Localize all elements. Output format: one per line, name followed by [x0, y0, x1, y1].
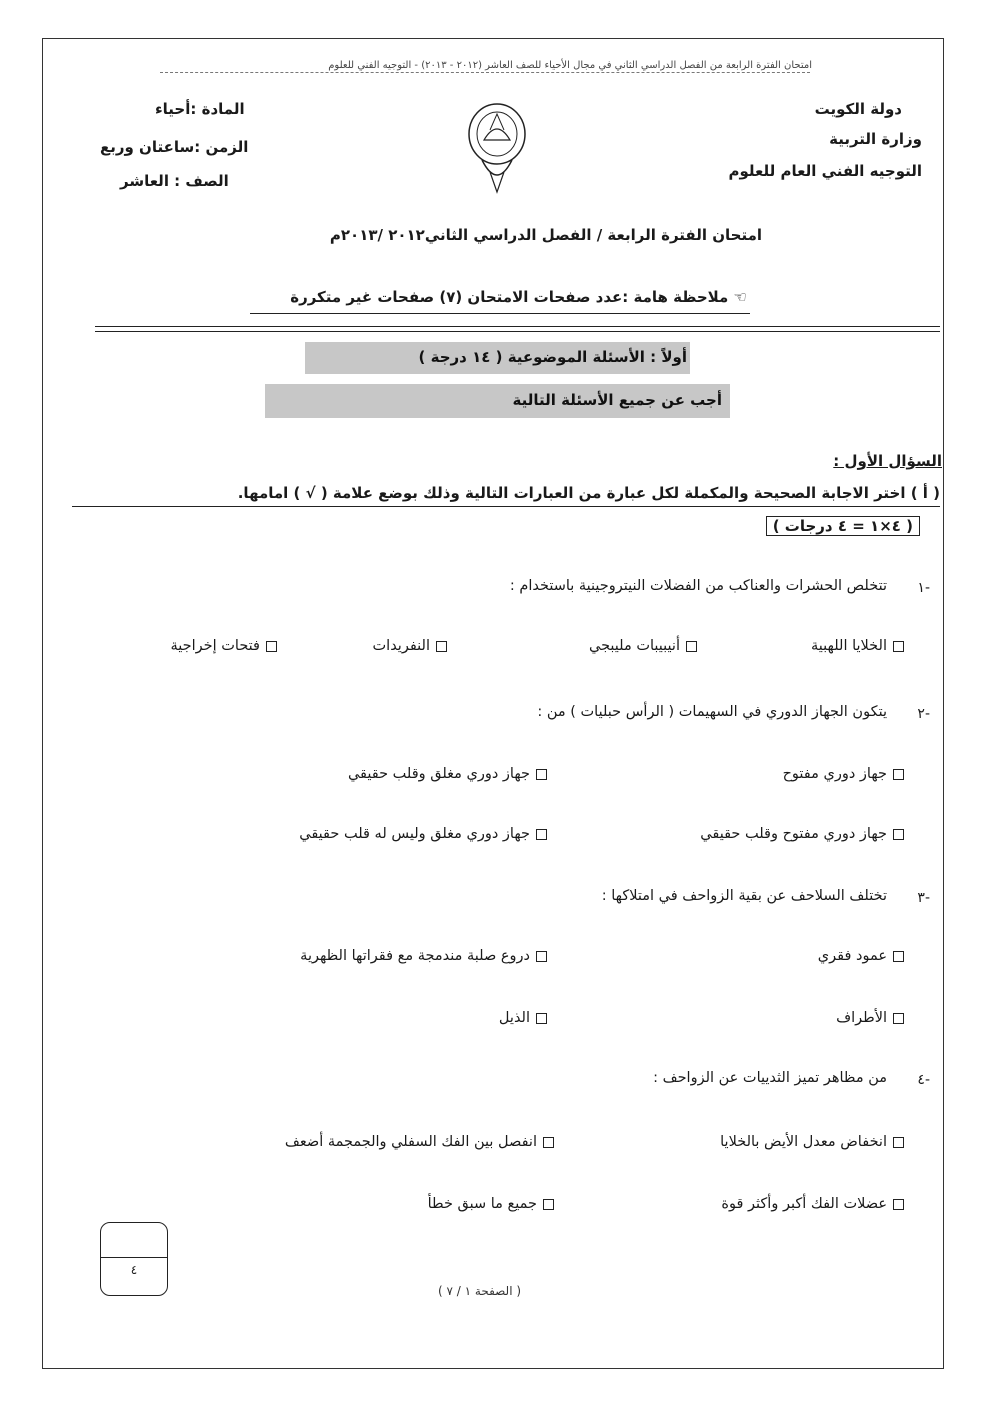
item-4-text: من مظاهر تميز الثدييات عن الزواحف :: [653, 1070, 887, 1086]
answer-all-heading: أجب عن جميع الأسئلة التالية: [512, 391, 722, 409]
section-divider-secondary: [95, 331, 940, 332]
header-divider: [160, 72, 810, 73]
item-4-option-4[interactable]: جميع ما سبق خطأ: [428, 1196, 554, 1212]
checkbox-icon[interactable]: [893, 1013, 904, 1024]
checkbox-icon[interactable]: [686, 641, 697, 652]
checkbox-icon[interactable]: [893, 1199, 904, 1210]
item-2-option-2[interactable]: جهاز دوري مغلق وقلب حقيقي: [348, 766, 547, 782]
item-4-option-2[interactable]: انفصل بين الفك السفلي والجمجمة أضعف: [285, 1134, 554, 1150]
checkbox-icon[interactable]: [536, 1013, 547, 1024]
item-1-number: -١: [917, 580, 930, 596]
instruction-underline: [72, 506, 940, 507]
item-4-option-1[interactable]: انخفاض معدل الأيض بالخلايا: [720, 1134, 904, 1150]
kuwait-emblem-icon: [462, 100, 532, 198]
checkbox-icon[interactable]: [893, 829, 904, 840]
section-divider: [95, 326, 940, 327]
checkbox-icon[interactable]: [436, 641, 447, 652]
score-value: ٤: [130, 1263, 138, 1277]
score-divider: [101, 1257, 167, 1258]
item-1-option-1[interactable]: الخلايا اللهبية: [811, 638, 904, 654]
exam-title: امتحان الفترة الرابعة / الفصل الدراسي الثاني٢٠١٢ /٢٠١٣م: [329, 226, 762, 244]
duration-label: الزمن :ساعتان وربع: [100, 138, 249, 156]
item-2-text: يتكون الجهاز الدوري في السهيمات ( الرأس حبليات ) من :: [537, 704, 887, 720]
grade-label: الصف : العاشر: [120, 172, 229, 190]
exam-header-strip: امتحان الفترة الرابعة من الفصل الدراسي الثاني في مجال الأحياء للصف العاشر (٢٠١٢ - ٢٠١٣) - التوجيه الفني للعلوم: [328, 60, 812, 71]
item-1-option-3[interactable]: النفريدات: [373, 638, 447, 654]
checkbox-icon[interactable]: [543, 1137, 554, 1148]
checkbox-icon[interactable]: [893, 951, 904, 962]
objective-heading: أولاً : الأسئلة الموضوعية ( ١٤ درجة ): [418, 348, 687, 366]
checkbox-icon[interactable]: [536, 829, 547, 840]
ministry-name: وزارة التربية: [829, 130, 922, 148]
country-name: دولة الكويت: [814, 100, 902, 118]
checkbox-icon[interactable]: [536, 769, 547, 780]
checkbox-icon[interactable]: [536, 951, 547, 962]
item-2-number: -٢: [917, 706, 930, 722]
item-3-text: تختلف السلاحف عن بقية الزواحف في امتلاكها :: [601, 888, 887, 904]
score-box: [100, 1222, 168, 1296]
page-number: ( الصفحة ١ / ٧ ): [438, 1284, 522, 1298]
note-underline: [250, 313, 750, 314]
item-2-option-4[interactable]: جهاز دوري مغلق وليس له قلب حقيقي: [299, 826, 547, 842]
question-1-instruction: ( أ ) اختر الاجابة الصحيحة والمكملة لكل عبارة من العبارات التالية وذلك بوضع علامة ( √ ) امامها.: [237, 484, 940, 502]
subject-label: المادة :أحياء: [155, 100, 245, 118]
item-4-number: -٤: [917, 1072, 930, 1088]
item-2-option-1[interactable]: جهاز دوري مفتوح: [783, 766, 904, 782]
checkbox-icon[interactable]: [893, 769, 904, 780]
item-3-option-1[interactable]: عمود فقري: [818, 948, 904, 964]
item-3-option-4[interactable]: الذيل: [499, 1010, 547, 1026]
checkbox-icon[interactable]: [893, 641, 904, 652]
item-3-option-3[interactable]: الأطراف: [836, 1010, 904, 1026]
item-1-option-2[interactable]: أنيبيبات مليبجي: [589, 638, 697, 654]
department-name: التوجيه الفني العام للعلوم: [728, 162, 922, 180]
checkbox-icon[interactable]: [543, 1199, 554, 1210]
item-4-option-3[interactable]: عضلات الفك أكبر وأكثر قوة: [721, 1196, 904, 1212]
item-3-option-2[interactable]: دروع صلبة مندمجة مع فقراتها الظهرية: [300, 948, 547, 964]
question-1-title: السؤال الأول :: [833, 452, 942, 470]
item-2-option-3[interactable]: جهاز دوري مفتوح وقلب حقيقي: [700, 826, 904, 842]
item-1-option-4[interactable]: فتحات إخراجية: [171, 638, 277, 654]
item-1-text: تتخلص الحشرات والعناكب من الفضلات النيتروجينية باستخدام :: [509, 578, 887, 594]
important-note: ☜ ملاحظة هامة :عدد صفحات الامتحان (٧) صفحات غير متكررة: [290, 288, 747, 306]
checkbox-icon[interactable]: [893, 1137, 904, 1148]
item-3-number: -٣: [917, 890, 930, 906]
question-1-marks: ( ٤×١ = ٤ درجات ): [766, 516, 920, 536]
checkbox-icon[interactable]: [266, 641, 277, 652]
